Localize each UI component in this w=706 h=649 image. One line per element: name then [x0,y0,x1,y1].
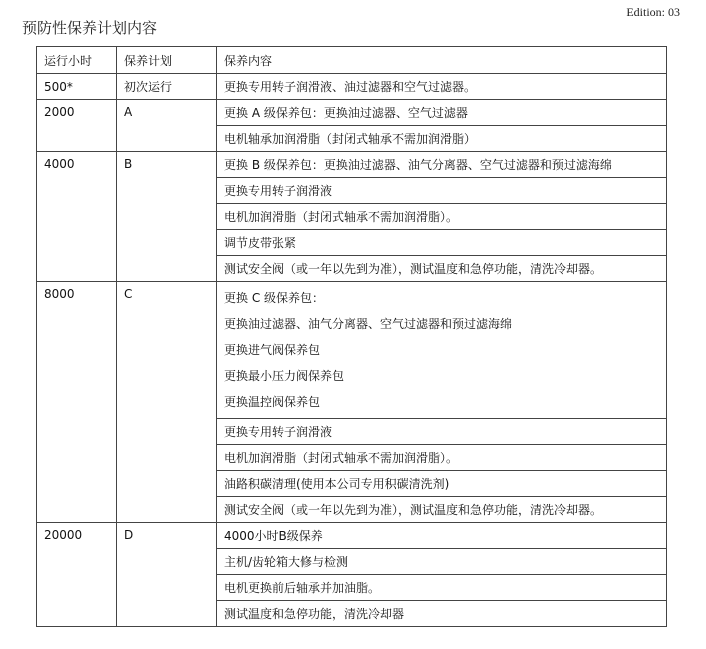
cell-plan: D [117,523,217,627]
cell-content: 测试安全阀（或一年以先到为准），测试温度和急停功能，清洗冷却器。 [217,256,667,282]
cell-hours: 500* [37,74,117,100]
cell-content: 电机更换前后轴承并加油脂。 [217,575,667,601]
cell-hours: 4000 [37,152,117,282]
maintenance-schedule-table [36,46,667,627]
cell-content: 更换 A 级保养包：更换油过滤器、空气过滤器 [217,100,667,126]
cell-plan: B [117,152,217,282]
cell-content: 主机/齿轮箱大修与检测 [217,549,667,575]
table-row [37,74,667,100]
cell-plan: 初次运行 [117,74,217,100]
cell-content: 更换专用转子润滑液 [217,178,667,204]
cell-plan: A [117,100,217,152]
cell-content: 电机轴承加润滑脂（封闭式轴承不需加润滑脂） [217,126,667,152]
cell-content: 更换专用转子润滑液 [217,419,667,445]
cell-content [217,282,667,419]
content-line: 更换油过滤器、油气分离器、空气过滤器和预过滤海绵 [224,317,513,331]
table-row [37,282,667,419]
cell-content: 电机加润滑脂（封闭式轴承不需加润滑脂）。 [217,204,667,230]
cell-content: 电机加润滑脂（封闭式轴承不需加润滑脂）。 [217,445,667,471]
edition-label: Edition: 03 [626,5,680,19]
cell-content: 更换专用转子润滑液、油过滤器和空气过滤器。 [217,74,667,100]
cell-content: 4000小时B级保养 [217,523,667,549]
document-title: 预防性保养计划内容 [22,19,158,37]
table-row [37,100,667,126]
cell-content: 油路积碳清理(使用本公司专用积碳清洗剂) [217,471,667,497]
table-row [37,523,667,549]
cell-hours: 8000 [37,282,117,523]
content-line: 更换温控阀保养包 [224,395,321,409]
content-line: 更换 C 级保养包： [224,291,325,305]
cell-hours: 2000 [37,100,117,152]
cell-content: 测试温度和急停功能，清洗冷却器 [217,601,667,627]
table-row [37,152,667,178]
column-header-content: 保养内容 [217,47,667,74]
cell-plan: C [117,282,217,523]
table-header-row [37,47,667,74]
content-line: 更换进气阀保养包 [224,343,321,357]
cell-content: 调节皮带张紧 [217,230,667,256]
column-header-hours: 运行小时 [37,47,117,74]
cell-content: 更换 B 级保养包：更换油过滤器、油气分离器、空气过滤器和预过滤海绵 [217,152,667,178]
cell-hours: 20000 [37,523,117,627]
content-line: 更换最小压力阀保养包 [224,369,345,383]
column-header-plan: 保养计划 [117,47,217,74]
cell-content: 测试安全阀（或一年以先到为准），测试温度和急停功能，清洗冷却器。 [217,497,667,523]
